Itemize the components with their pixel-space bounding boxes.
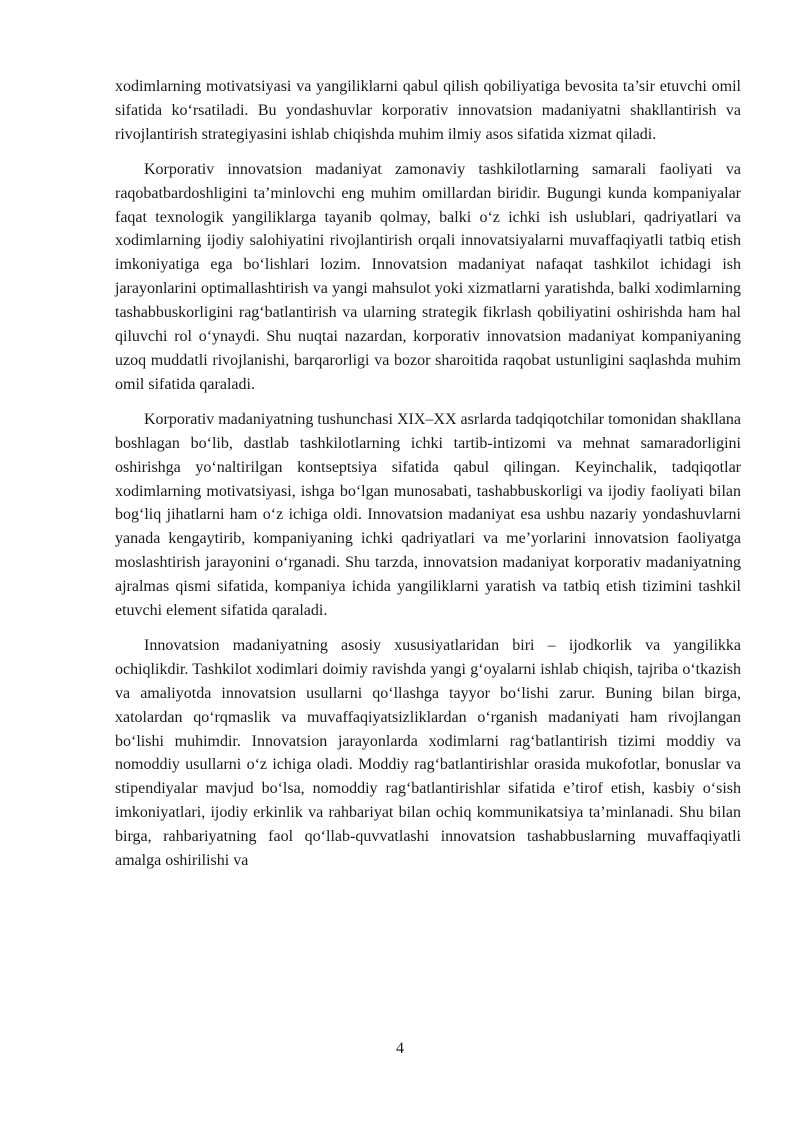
paragraph: Innovatsion madaniyatning asosiy xususiyatlaridan biri – ijodkorlik va yangilikka ochiqlikdir. Tashkilot xodimlari doimiy ravishda yangi g‘oyalarni ishlab chiqish, tajriba o‘tkazish va amaliyotda innovatsion usullarni qo‘llashga tayyor bo‘lishi zarur. Buning bilan birga, xatolardan qo‘rqmaslik va muvaffaqiyatsizliklardan o‘rganish madaniyati ham rivojlangan bo‘lishi muhimdir. Innovatsion jarayonlarda xodimlarni rag‘batlantirish tizimi moddiy va nomoddiy usullarni o‘z ichiga oladi. Moddiy rag‘batlantirishlar orasida mukofotlar, bonuslar va stipendiyalar mavjud bo‘lsa, nomoddiy rag‘batlantirishlar sifatida e’tirof etish, kasbiy o‘sish imkoniyatlari, ijodiy erkinlik va rahbariyat bilan ochiq kommunikatsiya ta’minlanadi. Shu bilan birga, rahbariyatning faol qo‘llab-quvvatlashi innovatsion tashabbuslarning muvaffaqiyatli amalga oshirilishi va (115, 636, 741, 870)
body-text (115, 75, 741, 884)
paragraph: Korporativ innovatsion madaniyat zamonaviy tashkilotlarning samarali faoliyati va raqobatbardoshligini ta’minlovchi eng muhim omillardan biridir. Bugungi kunda kompaniyalar faqat texnologik yangiliklarga tayanib qolmay, balki o‘z ichki ish uslublari, qadriyatlari va xodimlarning ijodiy salohiyatini rivojlantirish orqali innovatsiyalarni muvaffaqiyatli tatbiq etish imkoniyatiga ega bo‘lishlari lozim. Innovatsion madaniyat nafaqat tashkilot ichidagi ish jarayonlarini optimallashtirish va yangi mahsulot yoki xizmatlarni yaratishda, balki xodimlarning tashabbuskorligini rag‘batlantirish va ularning strategik fikrlash qobiliyatini oshirishda ham hal qiluvchi rol o‘ynaydi. Shu nuqtai nazardan, korporativ innovatsion madaniyat kompaniyaning uzoq muddatli rivojlanishi, barqarorligi va bozor sharoitida raqobat ustunligini saqlashda muhim omil sifatida qaraladi. (115, 160, 741, 393)
page-number: 4 (396, 1040, 404, 1057)
paragraph: Korporativ madaniyatning tushunchasi XIX–XX asrlarda tadqiqotchilar tomonidan shakllana boshlagan bo‘lib, dastlab tashkilotlarning ichki tartib-intizomi va mehnat samaradorligini oshirishga yo‘naltirilgan kontseptsiya sifatida qabul qilingan. Keyinchalik, tadqiqotlar xodimlarning motivatsiyasi, ishga bo‘lgan munosabati, tashabbuskorligi va ijodiy faoliyati bilan bog‘liq jihatlarni ham o‘z ichiga oldi. Innovatsion madaniyat esa ushbu nazariy yondashuvlarni yanada kengaytirib, kompaniyaning ichki qadriyatlari va me’yorlarini innovatsion faoliyatga moslashtirish jarayonini o‘rganadi. Shu tarzda, innovatsion madaniyat korporativ madaniyatning ajralmas qismi sifatida, kompaniya ichida yangiliklarni yaratish va tatbiq etish tizimini tashkil etuvchi element sifatida qaraladi. (115, 410, 741, 620)
paragraph-continuation: xodimlarning motivatsiyasi va yangiliklarni qabul qilish qobiliyatiga bevosita ta’sir etuvchi omil sifatida ko‘rsatiladi. Bu yondashuvlar korporativ innovatsion madaniyatni shakllantirish va rivojlantirish strategiyasini ishlab chiqishda muhim ilmiy asos sifatida xizmat qiladi. (115, 78, 741, 143)
